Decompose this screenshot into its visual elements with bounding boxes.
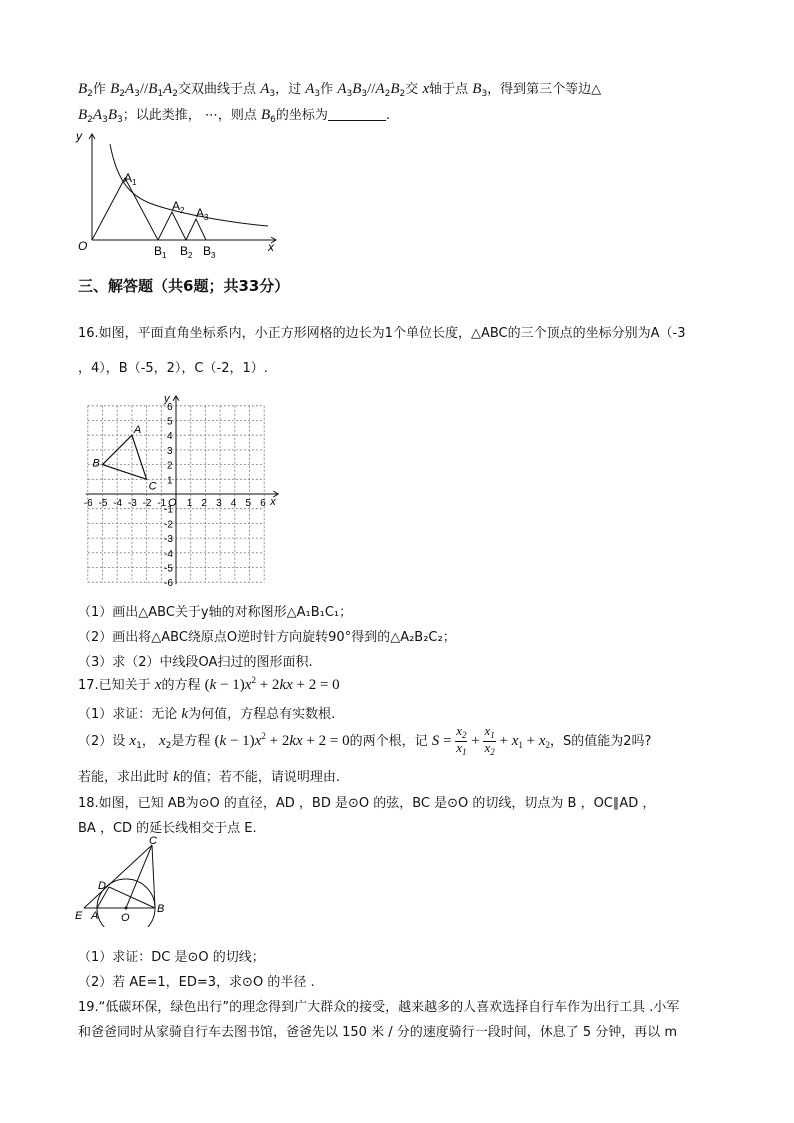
- y-tick-label: 5: [167, 416, 173, 428]
- y-tick-label: 1: [167, 475, 173, 487]
- label-C: C: [149, 835, 157, 847]
- y-tick-label: -2: [164, 519, 173, 531]
- x-tick-label: 5: [245, 498, 252, 509]
- q18-part-1: （1）求证：DC 是⊙O 的切线；: [78, 950, 265, 965]
- label-A1: $A_1$: [124, 171, 137, 187]
- line-OC: [126, 845, 152, 908]
- origin-label: O: [168, 497, 177, 509]
- label-B: B: [92, 457, 100, 470]
- x-label: x: [268, 240, 274, 254]
- triangle-2: [158, 212, 186, 240]
- origin-label: O: [78, 239, 88, 253]
- fraction-x1-x2: $\frac{x_1}{x_2}$: [484, 723, 495, 757]
- q15-line2: $B_2A_3B_3$；以此类推， ⋯，则点 $B_6$的坐标为 .: [78, 107, 391, 125]
- y-tick-label: 3: [167, 445, 173, 457]
- label-A: A: [133, 424, 142, 437]
- triangle-1: [92, 178, 158, 240]
- y-tick-label: -1: [164, 504, 173, 516]
- x-tick-label: 4: [230, 498, 237, 509]
- q17-part-2: （2）设 $x_1$， $x_2$是方程 $(k - 1)x^2 + 2kx + 2 = 0$的两个根，记 S = $\frac{x_2}{x_1}$ + $\frac{x_1}{x_2}$ + $x_1 + x_2$，S的值能为2吗?: [78, 723, 652, 757]
- q17-stem: 17.已知关于 x的方程 $(k - 1)x^2 + 2kx + 2 = 0$: [78, 675, 340, 693]
- y-label: y: [76, 129, 82, 143]
- label-A2: $A_2$: [172, 199, 185, 215]
- fraction-x2-x1: $\frac{x_2}{x_1}$: [456, 723, 467, 757]
- x-tick-label: -6: [83, 498, 93, 509]
- line-BD: [109, 887, 155, 908]
- y-tick-label: 4: [167, 431, 173, 443]
- triangle-ABC: [103, 435, 147, 479]
- line-EC: [84, 845, 152, 908]
- equation: $(k - 1)x^2 + 2kx + 2 = 0$: [204, 675, 340, 693]
- x-tick-label: -1: [157, 498, 167, 509]
- y-tick-label: -5: [164, 563, 173, 575]
- q17-part-2-cont: 若能，求出此时 k的值；若不能，请说明理由.: [78, 769, 340, 785]
- label-A: A: [91, 910, 99, 922]
- q15-line1: $B_2$作 $B_2A_3//B_1A_2$交双曲线于点 $A_3$，过 $A_3$作 $A_3B_3//A_2B_2$交 x轴于点 $B_3$，得到第三个等边△: [78, 81, 602, 99]
- q18-stem-1: 18.如图，已知 AB为⊙O 的直径，AD ，BD 是⊙O 的弦，BC 是⊙O 的切线，切点为 B ，OC∥AD ，: [78, 796, 656, 811]
- y-tick-label: 2: [167, 460, 173, 472]
- label-B3: $B_3$: [203, 244, 216, 260]
- q16-part-1: （1）画出△ABC关于y轴的对称图形△A₁B₁C₁；: [78, 605, 353, 620]
- label-B2: $B_2$: [180, 244, 193, 260]
- triangle-3: [186, 219, 206, 240]
- x-tick-label: 6: [260, 498, 266, 509]
- x-tick-label: 1: [186, 498, 193, 509]
- section-title: 三、解答题（共6题；共33分）: [78, 277, 290, 295]
- x-tick-label: -3: [127, 498, 137, 509]
- q16-part-2: （2）画出将△ABC绕原点O逆时针方向旋转90°得到的△A₂B₂C₂；: [78, 630, 456, 645]
- label-A3: $A_3$: [196, 206, 209, 222]
- q16-stem-1: 16.如图，平面直角坐标系内，小正方形网格的边长为1个单位长度，△ABC的三个顶点的坐标分别为A（-3: [78, 326, 686, 341]
- label-E: E: [75, 910, 83, 922]
- q19-stem-2: 和爸爸同时从家骑自行车去图书馆，爸爸先以 150 米 / 分的速度骑行一段时间，休息了 5 分钟，再以 m: [78, 1025, 678, 1040]
- circle-tangent-figure: [72, 835, 177, 927]
- y-tick-label: -4: [164, 548, 173, 560]
- q16-part-3: （3）求（2）中线段OA扫过的图形面积.: [78, 655, 313, 670]
- label-O: O: [121, 912, 130, 924]
- y-tick-label: -3: [164, 534, 173, 546]
- x-tick-label: 2: [201, 498, 207, 509]
- y-tick-label: -6: [164, 578, 173, 590]
- q18-part-2: （2）若 AE=1，ED=3，求⊙O 的半径 .: [78, 975, 315, 990]
- q17-part-1: （1）求证：无论 k为何值，方程总有实数根.: [78, 706, 336, 722]
- center-dot: [125, 907, 128, 910]
- q19-stem-1: 19.“低碳环保，绿色出行”的理念得到广大群众的接受，越来越多的人喜欢选择自行车作为出行工具 .小军: [78, 1000, 680, 1015]
- y-axis-label: y: [164, 392, 170, 405]
- label-D: D: [98, 880, 106, 892]
- x-tick-label: -5: [98, 498, 108, 509]
- figure-hyperbola-triangles: [72, 126, 282, 261]
- label-B: B: [157, 903, 165, 915]
- x-tick-label: -4: [113, 498, 123, 509]
- coordinate-grid-figure: [78, 390, 283, 590]
- x-tick-label: 3: [216, 498, 222, 509]
- label-B1: $B_1$: [154, 244, 167, 260]
- q18-stem-2: BA ，CD 的延长线相交于点 E.: [78, 821, 257, 836]
- x-axis-label: x: [270, 496, 276, 508]
- label-C: C: [148, 480, 157, 493]
- answer-blank[interactable]: [328, 108, 386, 121]
- x-tick-label: -2: [142, 498, 152, 509]
- q16-stem-2: ，4），B（-5，2），C（-2，1）.: [78, 361, 268, 376]
- y-tick-label: 6: [167, 401, 173, 413]
